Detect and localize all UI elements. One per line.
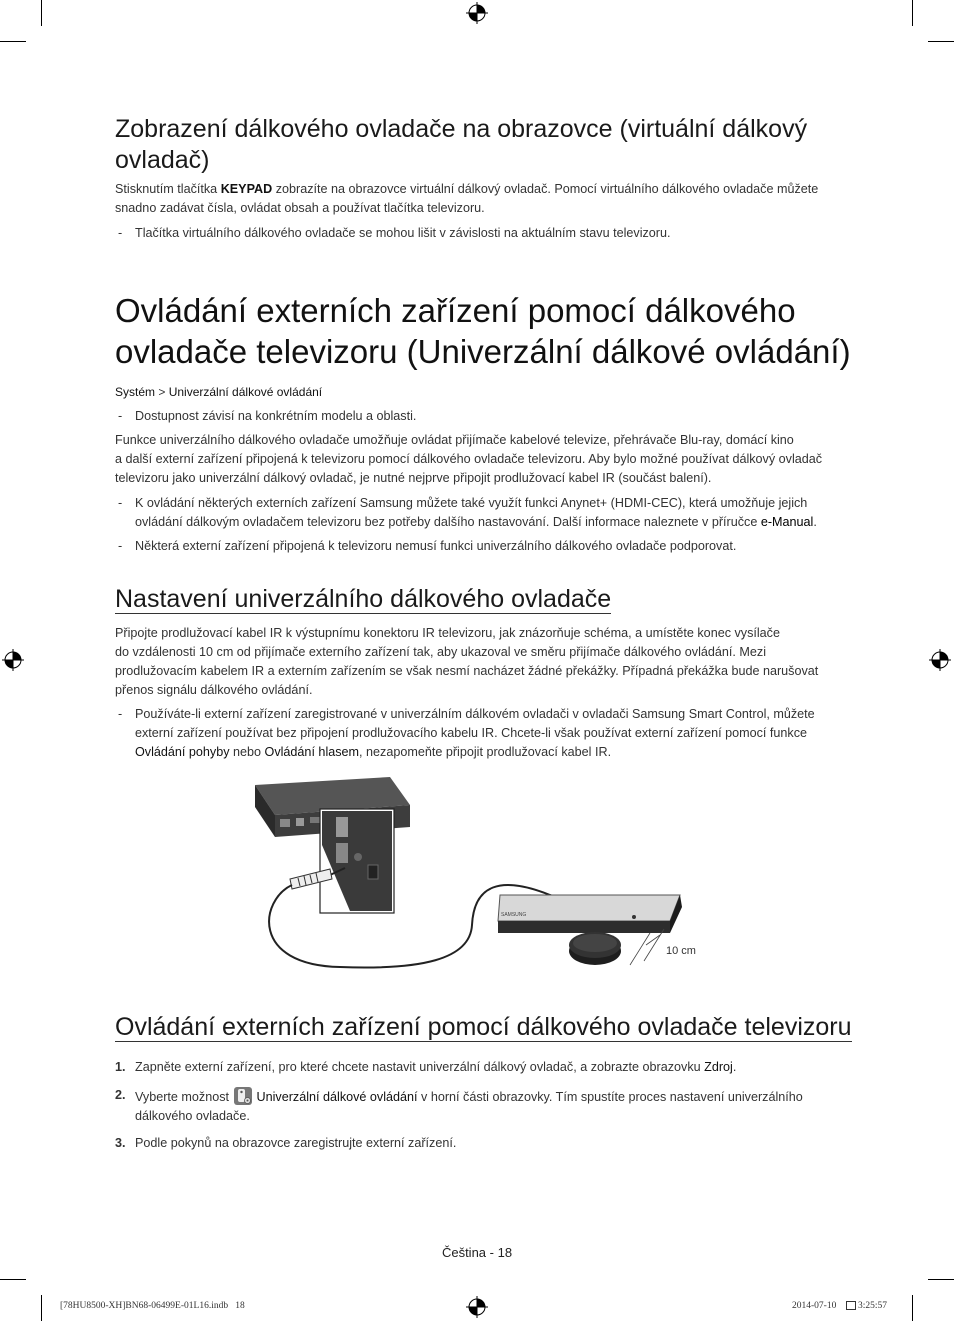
footer-file: [78HU8500-XH]BN68-06499E-01L16.indb 18 <box>60 1301 245 1311</box>
footer-time: 3:25:57 <box>858 1301 888 1311</box>
text: a další externí zařízení připojená k televizoru pomocí dálkového ovladače televizoru. Aby bylo možné používat dálkový ovladač <box>115 452 823 466</box>
step-1 <box>135 1058 840 1077</box>
text: Vyberte možnost <box>135 1090 233 1104</box>
crop-mark <box>0 41 26 42</box>
emanual-link[interactable]: e-Manual <box>760 515 814 529</box>
crop-mark <box>928 41 954 42</box>
crop-mark <box>912 0 913 26</box>
title-text: Ovládání externích zařízení pomocí dálkového ovladače televizoru <box>115 1013 852 1041</box>
text: . <box>732 1060 737 1074</box>
title-line: ovladač) <box>115 146 210 174</box>
text: Zapněte externí zařízení, pro které chcete nastavit univerzální dálkový ovladač, a zobrazte obrazovku <box>135 1060 705 1074</box>
text: ovládání dálkovým ovladačem televizoru bez potřeby dalšího nastavování. Další informace naleznete v příručce <box>135 515 761 529</box>
bullet-dash: - <box>118 496 123 510</box>
crop-mark <box>912 1295 913 1321</box>
step-number: 3. <box>115 1136 126 1150</box>
title-line: Zobrazení dálkového ovladače na obrazovce (virtuální dálkový <box>115 115 808 143</box>
external-device <box>498 895 682 933</box>
bullet-dash: - <box>118 226 123 240</box>
paragraph-universal-remote <box>115 431 840 488</box>
bullet-dash: - <box>118 707 123 721</box>
menu-path-separator: > <box>155 385 169 399</box>
connector-zoom-detail <box>320 809 394 913</box>
registration-mark-icon <box>2 649 24 671</box>
step-number: 2. <box>115 1088 126 1102</box>
text: externí zařízení používat bez připojení prodlužovacího kabelu IR. Chcete-li však používat externí zařízení pomocí funkce <box>135 726 808 740</box>
registration-mark-icon <box>929 649 951 671</box>
text: Stisknutím tlačítka <box>115 182 221 196</box>
registration-mark-icon <box>466 2 488 24</box>
menu-path-universal: Univerzální dálkové ovládání <box>168 385 323 399</box>
footer-date: 2014-07-10 <box>792 1301 837 1311</box>
registration-mark-icon <box>466 1296 488 1318</box>
text: Připojte prodlužovací kabel IR k výstupnímu konektoru IR televizoru, jak znázorňuje schéma, a umístěte konec vysílače <box>115 626 780 640</box>
distance-marker <box>630 929 664 965</box>
universal-remote-label: Univerzální dálkové ovládání <box>256 1090 418 1104</box>
text: televizoru jako univerzální dálkový ovladač, je nutné nejprve připojit prodlužovací kabel IR (součást balení). <box>115 471 712 485</box>
text: Používáte-li externí zařízení zaregistrované v univerzálním dálkovém ovladači v ovladači Samsung Smart Control, můžete <box>135 707 815 721</box>
universal-remote-icon <box>233 1086 253 1106</box>
bullet-dash: - <box>118 409 123 423</box>
clock-icon <box>846 1301 856 1310</box>
ir-cable-diagram <box>250 775 710 975</box>
text: snadno zadávat čísla, ovládat obsah a používat tlačítka televizoru. <box>115 201 485 215</box>
source-label: Zdroj <box>704 1060 733 1074</box>
section-title-setup <box>115 584 611 614</box>
title-line: ovladače televizoru (Univerzální dálkové ovládání) <box>115 333 851 370</box>
text: v horní části obrazovky. Tím spustíte proces nastavení univerzálního <box>417 1090 803 1104</box>
section-title-control-devices <box>115 1012 852 1042</box>
crop-mark <box>41 0 42 26</box>
title-line: Ovládání externích zařízení pomocí dálkového <box>115 292 796 329</box>
text: zobrazíte na obrazovce virtuální dálkový ovladač. Pomocí virtuálního dálkového ovladače můžete <box>272 182 819 196</box>
text: Funkce univerzálního dálkového ovladače umožňuje ovládat přijímače kabelové televize, přehrávače Blu-ray, domácí kino <box>115 433 794 447</box>
paragraph-setup <box>115 624 840 700</box>
text: prodlužovacím kabelem IR a externím zařízením se však nesmí nacházet žádné překážky. Případná překážka bude narušovat <box>115 664 819 678</box>
page-number: Čeština - 18 <box>441 1245 513 1260</box>
note-unsupported: Některá externí zařízení připojená k televizoru nemusí funkci univerzálního dálkového ovladače podporovat. <box>135 539 737 553</box>
keypad-label: KEYPAD <box>220 182 273 196</box>
text: dálkového ovladače. <box>135 1109 250 1123</box>
text: nebo <box>229 745 265 759</box>
title-text: Nastavení univerzálního dálkového ovladače <box>115 585 612 613</box>
voice-control-label: Ovládání hlasem <box>264 745 360 759</box>
text: . <box>813 515 817 529</box>
crop-mark <box>41 1295 42 1321</box>
step-2 <box>135 1086 840 1126</box>
ir-blaster <box>569 932 621 965</box>
bullet-dash: - <box>118 539 123 553</box>
crop-mark <box>928 1279 954 1280</box>
note-virtual-remote: Tlačítka virtuálního dálkového ovladače se mohou lišit v závislosti na aktuálním stavu televizoru. <box>135 226 671 240</box>
menu-path-system: Systém <box>115 385 156 399</box>
text: přenos signálu dálkového ovládání. <box>115 683 313 697</box>
device-brand: SAMSUNG <box>501 912 527 918</box>
section-title-virtual-remote <box>115 114 807 176</box>
text: do vzdálenosti 10 cm od přijímače externího zařízení tak, aby ukazoval ve směru přijímače dálkového ovládání. Mezi <box>115 645 767 659</box>
step-number: 1. <box>115 1060 126 1074</box>
text: K ovládání některých externích zařízení Samsung můžete také využít funkci Anynet+ (HDMI-CEC), která umožňuje jejich <box>135 496 808 510</box>
note-smart-control <box>135 705 840 762</box>
paragraph-virtual-remote <box>115 180 840 218</box>
chapter-title-universal-remote <box>115 290 851 372</box>
distance-label: 10 cm <box>666 945 696 957</box>
menu-path <box>115 383 840 402</box>
note-availability: Dostupnost závisí na konkrétním modelu a oblasti. <box>135 409 417 423</box>
step-3: Podle pokynů na obrazovce zaregistrujte externí zařízení. <box>135 1136 457 1150</box>
motion-control-label: Ovládání pohyby <box>135 745 230 759</box>
crop-mark <box>0 1279 26 1280</box>
note-anynet <box>135 494 840 532</box>
text: , nezapomeňte připojit prodlužovací kabel IR. <box>359 745 612 759</box>
